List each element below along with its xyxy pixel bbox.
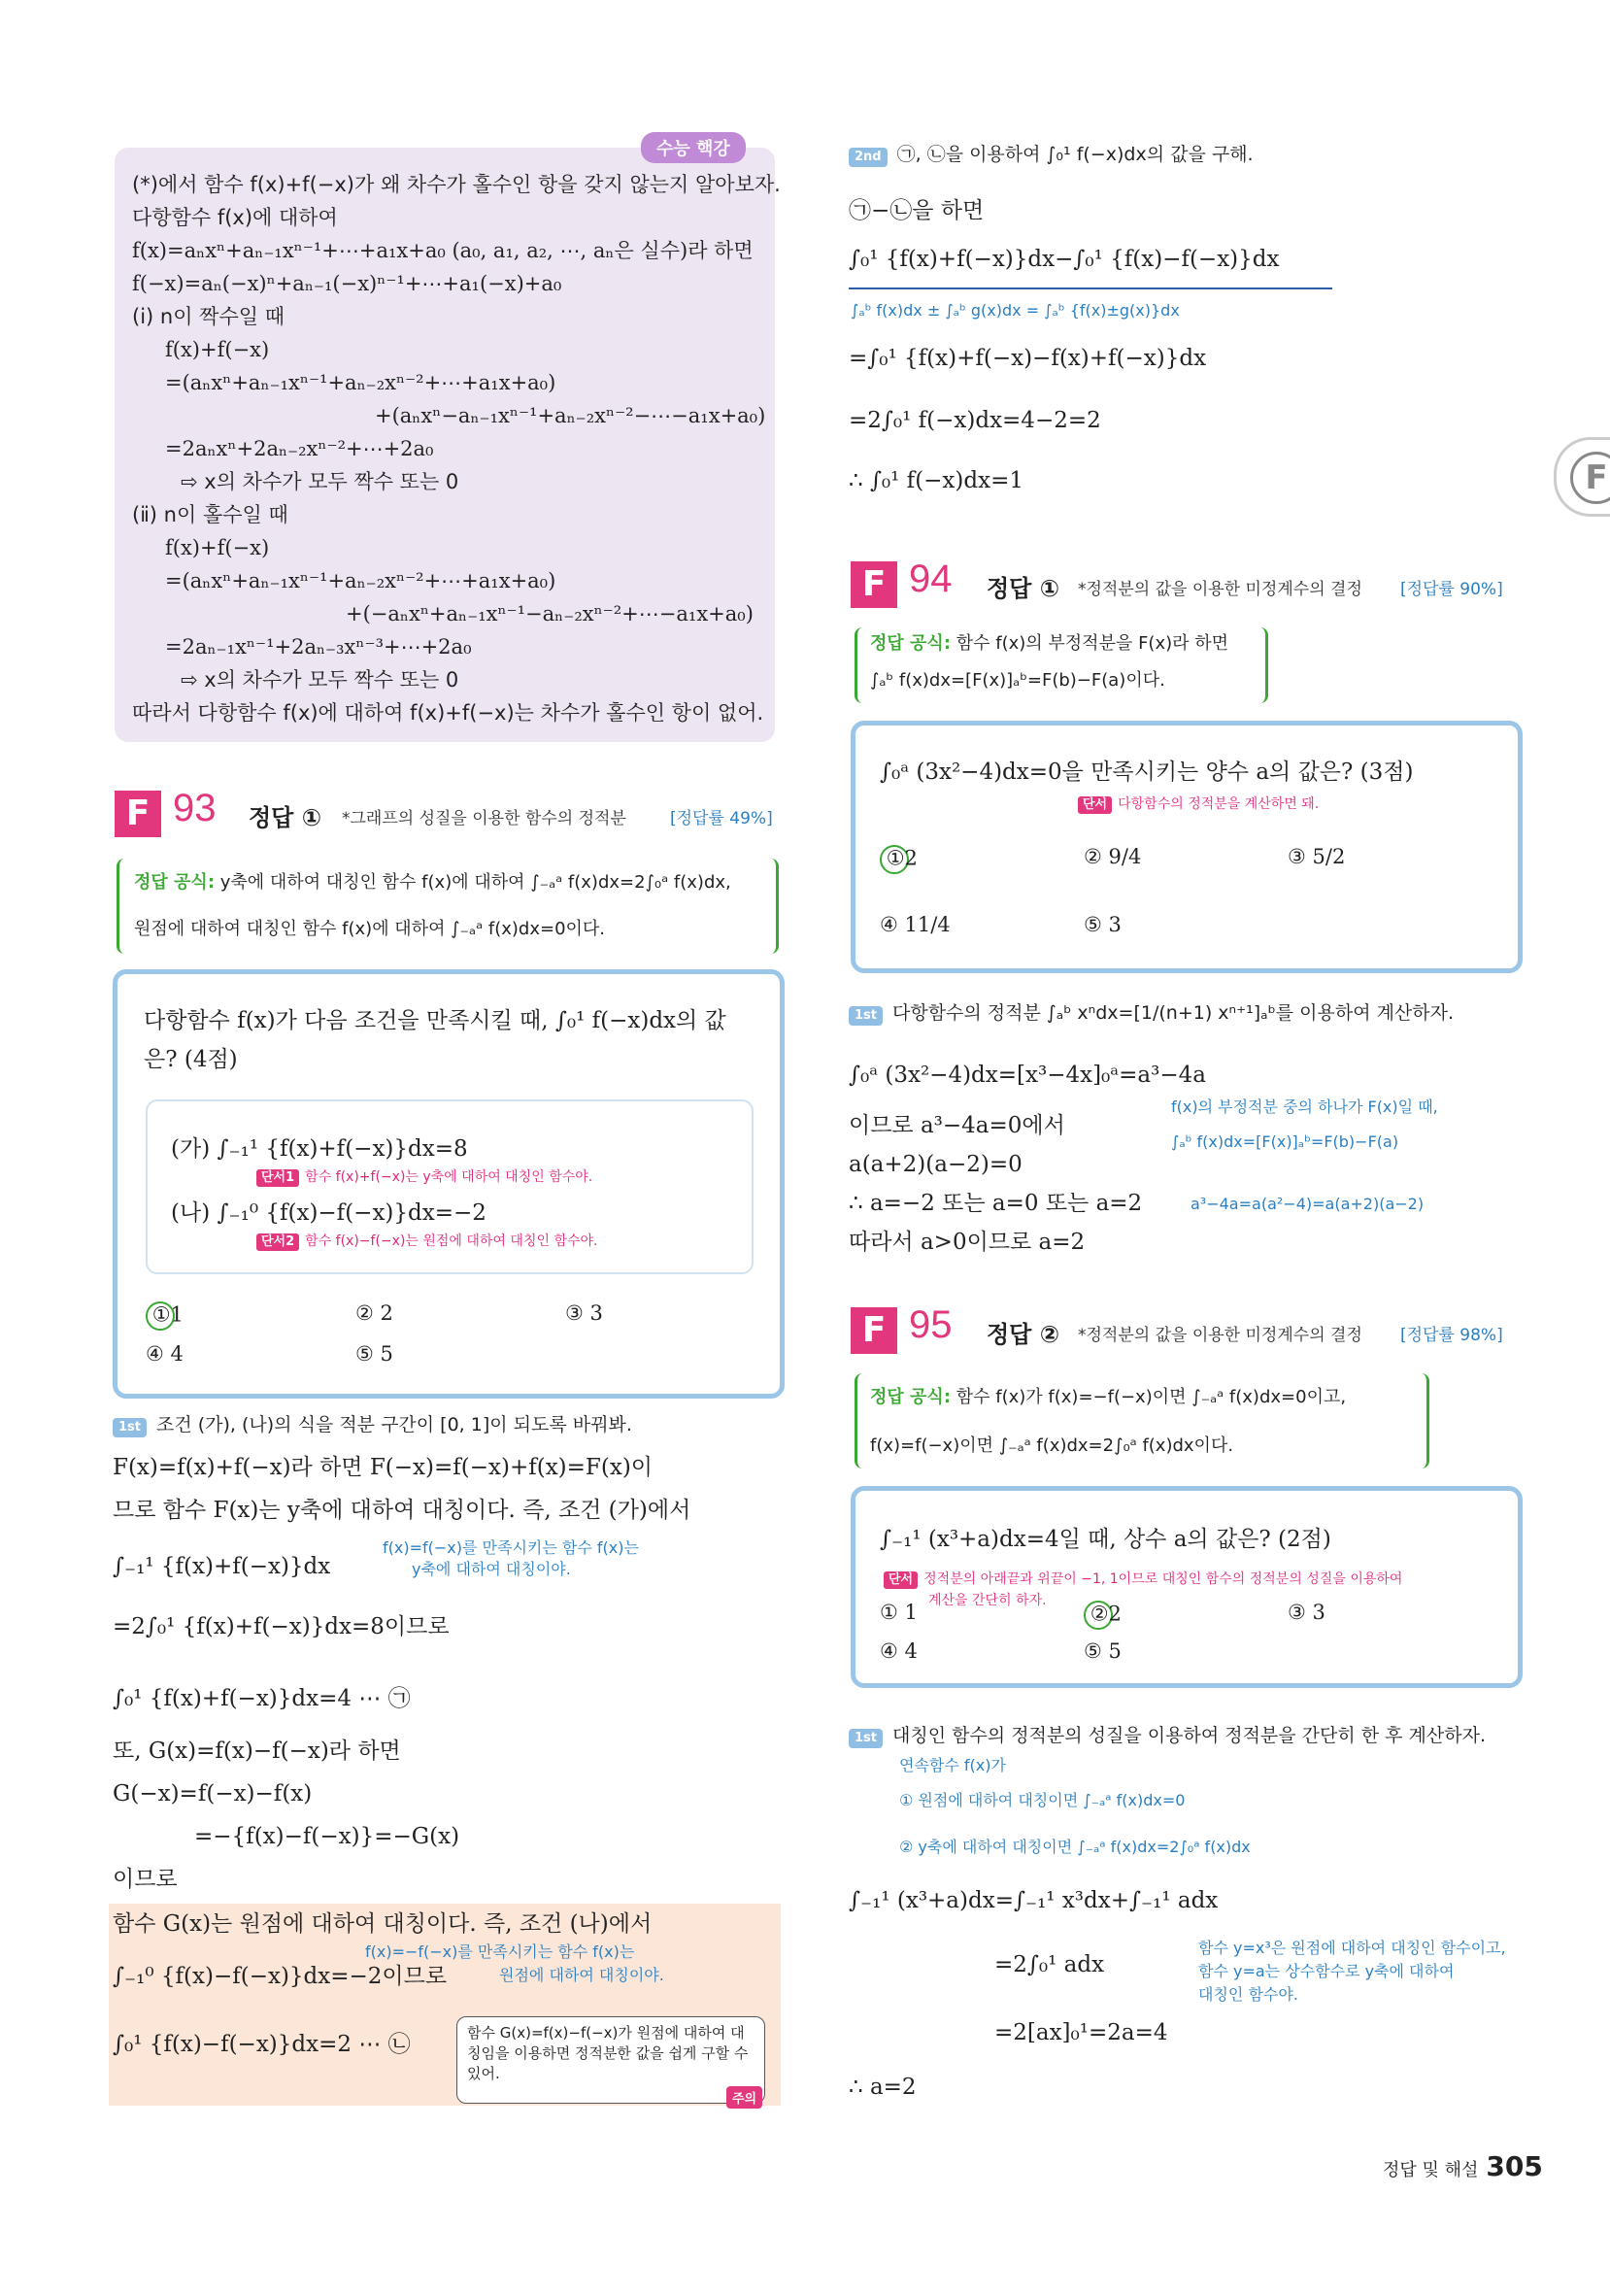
problem-number: 93 — [173, 787, 217, 829]
step-text: ㉠, ㉡을 이용하여 ∫₀¹ f(−x)dx의 값을 구해. — [896, 144, 1254, 165]
problem-topic: *정적분의 값을 이용한 미정계수의 결정 — [1078, 1326, 1362, 1345]
note-tag: 수능 핵강 — [641, 132, 746, 163]
side-note: y축에 대하여 대칭이야. — [412, 1560, 571, 1578]
solution-line: =∫₀¹ {f(x)+f(−x)−f(x)+f(−x)}dx — [849, 346, 1207, 371]
side-note: a³−4a=a(a²−4)=a(a+2)(a−2) — [1191, 1195, 1425, 1213]
hint-text: 함수 f(x)−f(−x)는 원점에 대하여 대칭인 함수야. — [305, 1233, 598, 1249]
answer-label: 정답 ① — [249, 804, 322, 831]
note-line: +(−aₙxⁿ+aₙ₋₁xⁿ⁻¹−aₙ₋₂xⁿ⁻²+⋯−a₁x+a₀) — [346, 602, 754, 625]
formula-text: ∫ₐᵇ f(x)dx=[F(x)]ₐᵇ=F(b)−F(a)이다. — [870, 670, 1165, 691]
solution-line: ∫₀¹ {f(x)−f(−x)}dx=2 ⋯ ㉡ — [113, 2032, 411, 2057]
question-text: ∫₀ᵃ (3x²−4)dx=0을 만족시키는 양수 a의 값은? (3점) — [880, 760, 1414, 785]
note-line: f(x)+f(−x) — [165, 338, 270, 361]
step-tag: 1st — [113, 1418, 147, 1437]
step-text: 대칭인 함수의 정적분의 성질을 이용하여 정적분을 간단히 한 후 계산하자. — [892, 1725, 1487, 1746]
choice-1[interactable]: ①2 — [880, 845, 918, 874]
step-2nd — [849, 144, 1254, 167]
solution-line: 따라서 a>0이므로 a=2 — [849, 1230, 1086, 1255]
choice-2[interactable]: ② 2 — [355, 1301, 393, 1325]
caution-tag: 주의 — [726, 2086, 762, 2109]
hint-tag: 단서2 — [256, 1233, 299, 1251]
choice-5[interactable]: ⑤ 5 — [355, 1342, 393, 1366]
note-line: =(aₙxⁿ+aₙ₋₁xⁿ⁻¹+aₙ₋₂xⁿ⁻²+⋯+a₁x+a₀) — [165, 569, 556, 592]
page-number: 305 — [1486, 2150, 1543, 2182]
solution-line: 이므로 — [113, 1867, 178, 1892]
solution-line: ∫₀¹ {f(x)+f(−x)}dx−∫₀¹ {f(x)−f(−x)}dx — [849, 247, 1280, 272]
hint-tag: 단서1 — [256, 1169, 299, 1187]
note-line: =(aₙxⁿ+aₙ₋₁xⁿ⁻¹+aₙ₋₂xⁿ⁻²+⋯+a₁x+a₀) — [165, 371, 556, 394]
problem-number: 94 — [909, 557, 953, 600]
problem-number: 95 — [909, 1303, 953, 1346]
choice-4[interactable]: ④ 4 — [146, 1342, 184, 1366]
step-tag: 1st — [849, 1729, 883, 1748]
choice-4[interactable]: ④ 4 — [880, 1639, 918, 1663]
choice-1[interactable]: ① 1 — [880, 1601, 918, 1624]
page-footer — [1383, 2150, 1543, 2182]
hint-tag: 단서 — [884, 1571, 918, 1589]
sub-note: ② y축에 대하여 대칭이면 ∫₋ₐᵃ f(x)dx=2∫₀ᵃ f(x)dx — [899, 1838, 1251, 1856]
side-note: f(x)=−f(−x)를 만족시키는 함수 f(x)는 — [365, 1942, 635, 1961]
condition-na: (나) ∫₋₁⁰ {f(x)−f(−x)}dx=−2 — [171, 1200, 486, 1226]
step-text: 다항함수의 정적분 ∫ₐᵇ xⁿdx=[1/(n+1) xⁿ⁺¹]ₐᵇ를 이용하여 계산하자. — [892, 1002, 1455, 1024]
question-box — [851, 721, 1523, 973]
note-line: +(aₙxⁿ−aₙ₋₁xⁿ⁻¹+aₙ₋₂xⁿ⁻²−⋯−a₁x+a₀) — [375, 404, 766, 427]
condition-ga: (가) ∫₋₁¹ {f(x)+f(−x)}dx=8 — [171, 1136, 468, 1162]
problem-topic: *그래프의 성질을 이용한 함수의 정적분 — [342, 809, 626, 828]
sub-note: ① 원점에 대하여 대칭이면 ∫₋ₐᵃ f(x)dx=0 — [899, 1791, 1186, 1809]
solution-line: ∴ a=−2 또는 a=0 또는 a=2 — [849, 1191, 1143, 1216]
solution-line: =2∫₀¹ adx — [994, 1952, 1105, 1977]
footer-label: 정답 및 해설 — [1383, 2160, 1479, 2180]
step-1st — [849, 1002, 1454, 1026]
note-line: f(−x)=aₙ(−x)ⁿ+aₙ₋₁(−x)ⁿ⁻¹+⋯+a₁(−x)+a₀ — [132, 272, 562, 295]
solution-line: ∴ a=2 — [849, 2075, 917, 2100]
formula-label: 정답 공식: — [870, 633, 952, 654]
formula-label: 정답 공식: — [134, 872, 216, 893]
step-1st — [849, 1725, 1486, 1748]
formula-label: 정답 공식: — [870, 1387, 952, 1407]
note-line: (ⅱ) n이 홀수일 때 — [132, 503, 288, 526]
side-note: 대칭인 함수야. — [1198, 1985, 1298, 2004]
note-line: (ⅰ) n이 짝수일 때 — [132, 305, 285, 328]
solution-line: =−{f(x)−f(−x)}=−G(x) — [194, 1824, 460, 1849]
hint-1 — [256, 1169, 592, 1187]
formula-text — [870, 1387, 1346, 1408]
answer-label: 정답 ② — [987, 1321, 1060, 1348]
formula-line1: 함수 f(x)의 부정적분을 F(x)라 하면 — [956, 633, 1229, 654]
side-note: 원점에 대하여 대칭이야. — [499, 1966, 664, 1984]
hint-text: 정적분의 아래끝과 위끝이 −1, 1이므로 대칭인 함수의 정적분의 성질을 이용하여 — [923, 1571, 1403, 1587]
solution-line: ∫₋₁⁰ {f(x)−f(−x)}dx=−2이므로 — [113, 1964, 448, 1989]
problem-topic: *정적분의 값을 이용한 미정계수의 결정 — [1078, 580, 1362, 599]
solution-line: ∫₋₁¹ (x³+a)dx=∫₋₁¹ x³dx+∫₋₁¹ adx — [849, 1888, 1219, 1913]
hint-text: 계산을 간단히 하자. — [928, 1593, 1047, 1608]
solution-line: ∫₀¹ {f(x)+f(−x)}dx=4 ⋯ ㉠ — [113, 1686, 411, 1711]
note-line: f(x)=aₙxⁿ+aₙ₋₁xⁿ⁻¹+⋯+a₁x+a₀ (a₀, a₁, a₂, ⋯, aₙ은 실수)라 하면 — [132, 239, 754, 262]
solution-line: F(x)=f(x)+f(−x)라 하면 F(−x)=f(−x)+f(x)=F(x)이 — [113, 1455, 654, 1480]
sub-note: 연속함수 f(x)가 — [899, 1756, 1006, 1774]
solution-line: G(−x)=f(−x)−f(x) — [113, 1781, 313, 1806]
choice-5[interactable]: ⑤ 3 — [1084, 913, 1122, 936]
note-line: 다항함수 f(x)에 대하여 — [132, 206, 338, 229]
step-text: 조건 (가), (나)의 식을 적분 구간이 [0, 1]이 되도록 바꿔봐. — [156, 1414, 632, 1435]
choice-2[interactable]: ② 9/4 — [1084, 845, 1142, 868]
note-line: ⇨ x의 차수가 모두 짝수 또는 0 — [181, 470, 459, 493]
correct-rate: [정답률 49%] — [670, 809, 773, 828]
question-text: 다항함수 f(x)가 다음 조건을 만족시킬 때, ∫₀¹ f(−x)dx의 값 — [144, 1008, 726, 1033]
solution-line: 또, G(x)=f(x)−f(−x)라 하면 — [113, 1739, 401, 1764]
section-tab-letter: F — [1570, 452, 1610, 504]
hint-text: 함수 f(x)+f(−x)는 y축에 대하여 대칭인 함수야. — [305, 1169, 593, 1185]
correct-rate: [정답률 90%] — [1400, 580, 1503, 599]
solution-line: 이므로 a³−4a=0에서 — [849, 1113, 1065, 1138]
answer-label: 정답 ① — [987, 575, 1060, 602]
choice-3[interactable]: ③ 3 — [1288, 1601, 1325, 1624]
formula-text: f(x)=f(−x)이면 ∫₋ₐᵃ f(x)dx=2∫₀ᵃ f(x)dx이다. — [870, 1435, 1234, 1456]
problem-badge: F — [851, 561, 897, 608]
question-text: ∫₋₁¹ (x³+a)dx=4일 때, 상수 a의 값은? (2점) — [880, 1527, 1331, 1552]
formula-text — [870, 633, 1228, 655]
solution-line: ∴ ∫₀¹ f(−x)dx=1 — [849, 468, 1023, 493]
solution-line: a(a+2)(a−2)=0 — [849, 1152, 1023, 1177]
note-line: ⇨ x의 차수가 모두 짝수 또는 0 — [181, 668, 459, 692]
choice-3[interactable]: ③ 3 — [565, 1301, 603, 1325]
problem-badge: F — [115, 791, 161, 837]
formula-line1: 함수 f(x)가 f(x)=−f(−x)이면 ∫₋ₐᵃ f(x)dx=0이고, — [956, 1387, 1347, 1407]
side-note: ∫ₐᵇ f(x)dx ± ∫ₐᵇ g(x)dx = ∫ₐᵇ {f(x)±g(x)}dx — [851, 301, 1180, 320]
solution-line: =2∫₀¹ f(−x)dx=4−2=2 — [849, 408, 1101, 433]
section-tab[interactable] — [1554, 437, 1610, 517]
hint — [884, 1571, 1402, 1589]
choice-4[interactable]: ④ 11/4 — [880, 913, 951, 936]
problem-badge: F — [851, 1307, 897, 1354]
hint-2 — [256, 1233, 597, 1251]
step-1st — [113, 1414, 632, 1437]
choice-5[interactable]: ⑤ 5 — [1084, 1639, 1122, 1663]
side-note: 함수 y=a는 상수함수로 y축에 대하여 — [1198, 1962, 1455, 1980]
choice-1[interactable]: ①1 — [146, 1301, 184, 1331]
solution-line: =2∫₀¹ {f(x)+f(−x)}dx=8이므로 — [113, 1614, 450, 1639]
hint — [1078, 796, 1319, 814]
hint-tag: 단서 — [1078, 796, 1112, 814]
underline — [849, 287, 1332, 289]
choice-3[interactable]: ③ 5/2 — [1288, 845, 1346, 868]
solution-line: ∫₀ᵃ (3x²−4)dx=[x³−4x]₀ᵃ=a³−4a — [849, 1063, 1206, 1088]
note-line: =2aₙxⁿ+2aₙ₋₂xⁿ⁻²+⋯+2a₀ — [165, 437, 434, 460]
side-note: f(x)의 부정적분 중의 하나가 F(x)일 때, — [1171, 1097, 1438, 1116]
question-text: 은? (4점) — [144, 1047, 238, 1072]
solution-line: ∫₋₁¹ {f(x)+f(−x)}dx — [113, 1554, 331, 1579]
choice-2[interactable]: ②2 — [1084, 1601, 1122, 1630]
solution-line: =2[ax]₀¹=2a=4 — [994, 2020, 1168, 2045]
note-line: (*)에서 함수 f(x)+f(−x)가 왜 차수가 홀수인 항을 갖지 않는지 알아보자. — [132, 173, 781, 196]
note-line: 따라서 다항함수 f(x)에 대하여 f(x)+f(−x)는 차수가 홀수인 항이 없어. — [132, 701, 764, 725]
solution-line: 함수 G(x)는 원점에 대하여 대칭이다. 즉, 조건 (나)에서 — [113, 1911, 653, 1937]
side-note: f(x)=f(−x)를 만족시키는 함수 f(x)는 — [383, 1538, 639, 1557]
formula-line1: y축에 대하여 대칭인 함수 f(x)에 대하여 ∫₋ₐᵃ f(x)dx=2∫₀ᵃ f(x)dx, — [219, 872, 731, 893]
solution-line: ㉠−㉡을 하면 — [849, 198, 985, 223]
formula-text: 원점에 대하여 대칭인 함수 f(x)에 대하여 ∫₋ₐᵃ f(x)dx=0이다. — [134, 919, 606, 939]
solution-line: 므로 함수 F(x)는 y축에 대하여 대칭이다. 즉, 조건 (가)에서 — [113, 1498, 691, 1523]
correct-rate: [정답률 98%] — [1400, 1326, 1503, 1345]
formula-text — [134, 872, 731, 894]
side-note: 함수 y=x³은 원점에 대하여 대칭인 함수이고, — [1198, 1939, 1506, 1957]
note-line: =2aₙ₋₁xⁿ⁻¹+2aₙ₋₃xⁿ⁻³+⋯+2a₀ — [165, 635, 472, 658]
note-line: f(x)+f(−x) — [165, 536, 270, 559]
step-tag: 1st — [849, 1006, 883, 1026]
step-tag: 2nd — [849, 148, 888, 167]
side-note: ∫ₐᵇ f(x)dx=[F(x)]ₐᵇ=F(b)−F(a) — [1171, 1132, 1399, 1151]
caution-note: 함수 G(x)=f(x)−f(−x)가 원점에 대하여 대칭임을 이용하면 정적분한 값을 쉽게 구할 수 있어. — [456, 2016, 765, 2104]
hint-text: 다항함수의 정적분을 계산하면 돼. — [1118, 796, 1320, 812]
